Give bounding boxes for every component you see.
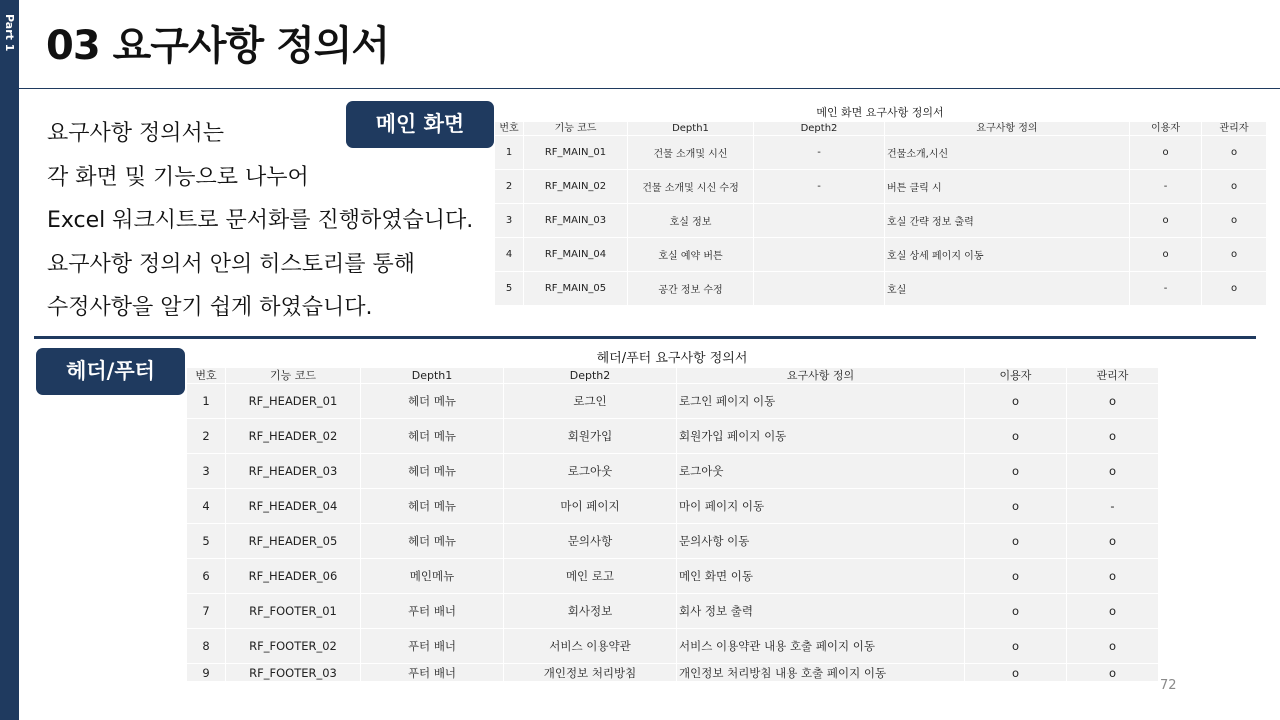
- table-cell: 로그아웃: [677, 454, 965, 489]
- intro-line: 수정사항을 알기 쉽게 하였습니다.: [47, 295, 373, 320]
- table-cell: 호실 정보: [628, 204, 754, 238]
- table-cell: 헤더 메뉴: [361, 489, 504, 524]
- table-caption: 헤더/푸터 요구사항 정의서: [186, 351, 1158, 367]
- table-cell: RF_MAIN_05: [524, 272, 628, 306]
- table-cell: -: [754, 170, 885, 204]
- table-cell: 회사정보: [504, 594, 677, 629]
- table-cell: 2: [495, 170, 524, 204]
- table-cell: RF_MAIN_02: [524, 170, 628, 204]
- table-cell: 마이 페이지 이동: [677, 489, 965, 524]
- table-cell: 서비스 이용약관 내용 호출 페이지 이동: [677, 629, 965, 664]
- table-cell: 5: [495, 272, 524, 306]
- header-footer-tag: 헤더/푸터: [36, 348, 185, 395]
- table-cell: 호실 상세 페이지 이동: [885, 238, 1130, 272]
- table-row: [495, 170, 1267, 204]
- table-cell: 호실 간략 정보 출력: [885, 204, 1130, 238]
- intro-line: 요구사항 정의서 안의 히스토리를 통해: [47, 251, 416, 277]
- table-cell: RF_HEADER_06: [226, 559, 361, 594]
- table-cell: o: [1130, 204, 1202, 238]
- table-cell: 8: [187, 629, 226, 664]
- table-cell: 1: [187, 384, 226, 419]
- column-header: Depth1: [628, 122, 754, 136]
- table-cell: RF_MAIN_01: [524, 136, 628, 170]
- table-cell: o: [1067, 454, 1159, 489]
- table-cell: o: [965, 454, 1067, 489]
- table-cell: o: [1067, 559, 1159, 594]
- table-cell: [754, 238, 885, 272]
- table-row: [187, 664, 1159, 682]
- table-cell: -: [754, 136, 885, 170]
- table-cell: 6: [187, 559, 226, 594]
- part-label: Part 1: [3, 14, 16, 52]
- table-cell: RF_HEADER_02: [226, 419, 361, 454]
- table-row: [187, 594, 1159, 629]
- table-cell: 헤더 메뉴: [361, 524, 504, 559]
- table-cell: 3: [495, 204, 524, 238]
- intro-line: 각 화면 및 기능으로 나누어: [47, 164, 309, 190]
- table-cell: 호실: [885, 272, 1130, 306]
- table-cell: 공간 정보 수정: [628, 272, 754, 306]
- column-header: 요구사항 정의: [677, 368, 965, 384]
- table-row: [187, 384, 1159, 419]
- table-cell: o: [965, 559, 1067, 594]
- section-divider: [34, 336, 1256, 339]
- table-cell: o: [965, 629, 1067, 664]
- table-cell: o: [1130, 238, 1202, 272]
- table-cell: 마이 페이지: [504, 489, 677, 524]
- table-cell: 서비스 이용약관: [504, 629, 677, 664]
- intro-line: 요구사항 정의서는: [47, 121, 225, 146]
- table-cell: 4: [187, 489, 226, 524]
- table-cell: 문의사항: [504, 524, 677, 559]
- column-header: 요구사항 정의: [885, 122, 1130, 136]
- table-row: [187, 524, 1159, 559]
- table-cell: o: [1067, 524, 1159, 559]
- table-cell: RF_HEADER_03: [226, 454, 361, 489]
- table-cell: RF_HEADER_04: [226, 489, 361, 524]
- table-cell: 로그인: [504, 384, 677, 419]
- page-number: 72: [1160, 678, 1177, 693]
- table-cell: 호실 예약 버튼: [628, 238, 754, 272]
- table-cell: 7: [187, 594, 226, 629]
- table-cell: 헤더 메뉴: [361, 419, 504, 454]
- column-header: 번호: [495, 122, 524, 136]
- table-cell: RF_FOOTER_01: [226, 594, 361, 629]
- table-cell: o: [1067, 384, 1159, 419]
- table-cell: o: [1202, 204, 1267, 238]
- table-cell: o: [1067, 594, 1159, 629]
- column-header: 번호: [187, 368, 226, 384]
- table-cell: 푸터 배너: [361, 664, 504, 682]
- table-cell: o: [1202, 272, 1267, 306]
- table-cell: o: [965, 489, 1067, 524]
- table-cell: [754, 272, 885, 306]
- table-cell: RF_HEADER_01: [226, 384, 361, 419]
- column-header: 기능 코드: [524, 122, 628, 136]
- table-cell: 개인정보 처리방침: [504, 664, 677, 682]
- table-caption: 메인 화면 요구사항 정의서: [494, 105, 1266, 121]
- table-cell: 버튼 클릭 시: [885, 170, 1130, 204]
- table-row: [495, 238, 1267, 272]
- table-cell: 5: [187, 524, 226, 559]
- table-cell: 건물소개,시신: [885, 136, 1130, 170]
- table-cell: 2: [187, 419, 226, 454]
- table-cell: 문의사항 이동: [677, 524, 965, 559]
- column-header: 기능 코드: [226, 368, 361, 384]
- table-cell: o: [1130, 136, 1202, 170]
- main-requirements-table: [494, 105, 1266, 306]
- table-cell: RF_MAIN_04: [524, 238, 628, 272]
- table-cell: 건물 소개및 시신: [628, 136, 754, 170]
- table-row: [187, 629, 1159, 664]
- header-footer-requirements-table: [186, 351, 1158, 682]
- table-cell: 푸터 배너: [361, 594, 504, 629]
- table-row: [495, 272, 1267, 306]
- table-cell: o: [1202, 170, 1267, 204]
- table-cell: 9: [187, 664, 226, 682]
- table-cell: o: [965, 419, 1067, 454]
- table-cell: 1: [495, 136, 524, 170]
- table-cell: 회원가입 페이지 이동: [677, 419, 965, 454]
- table-cell: 메인 로고: [504, 559, 677, 594]
- table-cell: RF_MAIN_03: [524, 204, 628, 238]
- side-bar: [0, 0, 19, 720]
- table-cell: 개인정보 처리방침 내용 호출 페이지 이동: [677, 664, 965, 682]
- table-cell: 로그인 페이지 이동: [677, 384, 965, 419]
- table-cell: o: [965, 524, 1067, 559]
- main-screen-tag: 메인 화면: [346, 101, 494, 148]
- table-cell: 3: [187, 454, 226, 489]
- table-row: [187, 559, 1159, 594]
- table-cell: RF_FOOTER_02: [226, 629, 361, 664]
- table-cell: 메인메뉴: [361, 559, 504, 594]
- column-header: 이용자: [1130, 122, 1202, 136]
- table-cell: [754, 204, 885, 238]
- page-title: 03 요구사항 정의서: [46, 23, 389, 69]
- table-cell: o: [1067, 629, 1159, 664]
- table-cell: 푸터 배너: [361, 629, 504, 664]
- table-cell: RF_HEADER_05: [226, 524, 361, 559]
- table-cell: -: [1130, 170, 1202, 204]
- table-row: [495, 136, 1267, 170]
- table-cell: 건물 소개및 시신 수정: [628, 170, 754, 204]
- intro-line: Excel 워크시트로 문서화를 진행하였습니다.: [47, 208, 474, 233]
- table-cell: 회사 정보 출력: [677, 594, 965, 629]
- table-cell: 헤더 메뉴: [361, 454, 504, 489]
- table-cell: o: [965, 384, 1067, 419]
- table-cell: -: [1130, 272, 1202, 306]
- table-cell: RF_FOOTER_03: [226, 664, 361, 682]
- table-cell: o: [965, 594, 1067, 629]
- column-header: 관리자: [1202, 122, 1267, 136]
- column-header: 관리자: [1067, 368, 1159, 384]
- column-header: Depth2: [504, 368, 677, 384]
- table-cell: 로그아웃: [504, 454, 677, 489]
- table-cell: o: [1202, 238, 1267, 272]
- table-cell: 헤더 메뉴: [361, 384, 504, 419]
- column-header: Depth2: [754, 122, 885, 136]
- table-cell: o: [1202, 136, 1267, 170]
- table-row: [187, 454, 1159, 489]
- table-cell: o: [1067, 419, 1159, 454]
- column-header: Depth1: [361, 368, 504, 384]
- table-cell: o: [965, 664, 1067, 682]
- table-cell: -: [1067, 489, 1159, 524]
- table-cell: o: [1067, 664, 1159, 682]
- table-row: [495, 204, 1267, 238]
- table-cell: 메인 화면 이동: [677, 559, 965, 594]
- title-divider: [19, 88, 1280, 89]
- table-row: [187, 419, 1159, 454]
- table-row: [187, 489, 1159, 524]
- table-cell: 회원가입: [504, 419, 677, 454]
- table-cell: 4: [495, 238, 524, 272]
- column-header: 이용자: [965, 368, 1067, 384]
